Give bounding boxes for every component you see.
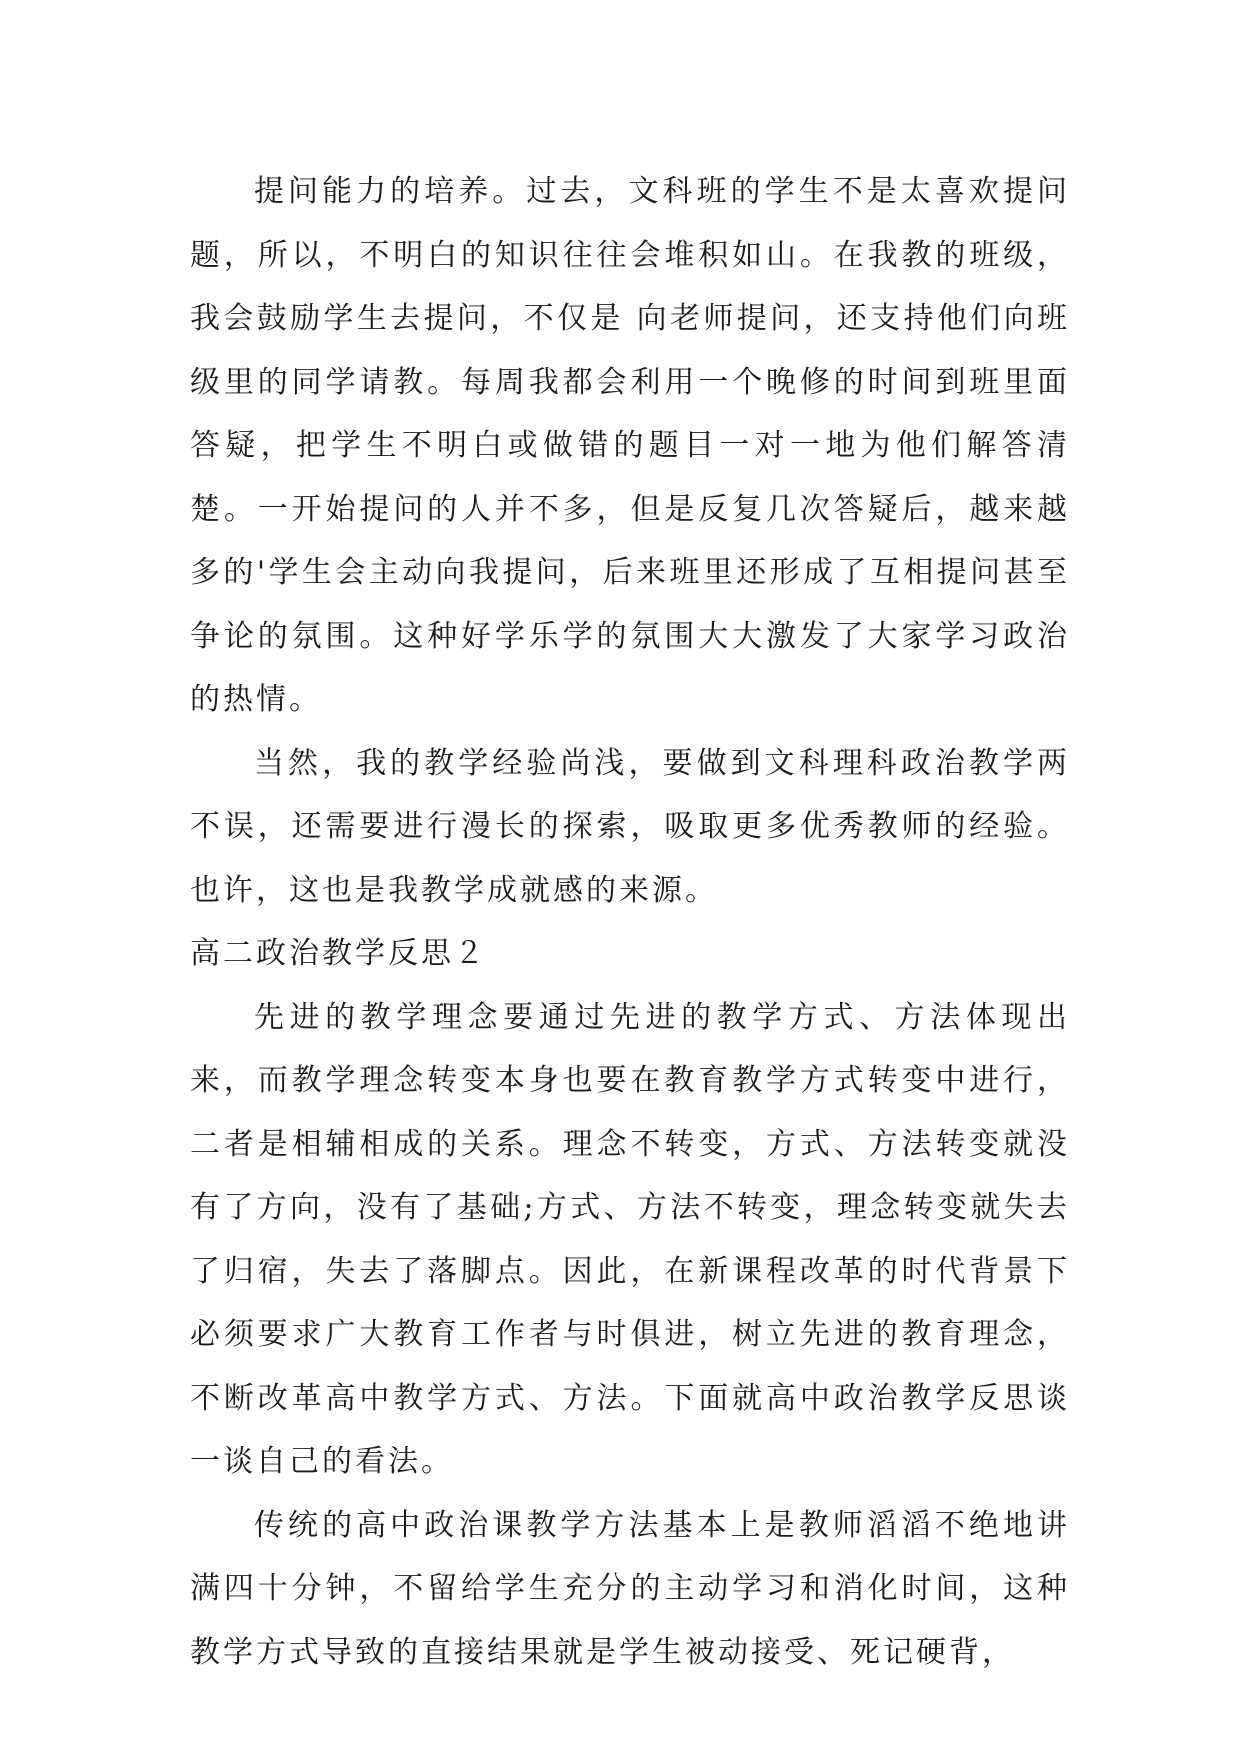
paragraph-questioning-ability: 提问能力的培养。过去，文科班的学生不是太喜欢提问题，所以，不明白的知识往往会堆积如山。在我教的班级，我会鼓励学生去提问，不仅是 向老师提问，还支持他们向班级里的同学请教。每周我都会利用一个晚修的时间到班里面答疑，把学生不明白或做错的题目一对一地为他们解答清楚。一开始提问的人并不多，但是反复几次答疑后，越来越多的'学生会主动向我提问，后来班里还形成了互相提问甚至争论的氛围。这种好学乐学的氛围大大激发了大家学习政治的热情。 xyxy=(190,174,1070,717)
document-body xyxy=(190,160,1070,1684)
paragraph-experience: 当然，我的教学经验尚浅，要做到文科理科政治教学两不误，还需要进行漫长的探索，吸取更多优秀教师的经验。也许，这也是我教学成就感的来源。 xyxy=(190,745,1070,908)
paragraph-teaching-concepts: 先进的教学理念要通过先进的教学方式、方法体现出来，而教学理念转变本身也要在教育教学方式转变中进行，二者是相辅相成的关系。理念不转变，方式、方法转变就没有了方向，没有了基础;方式、方法不转变，理念转变就失去了归宿，失去了落脚点。因此，在新课程改革的时代背景下必须要求广大教育工作者与时俱进，树立先进的教育理念，不断改革高中教学方式、方法。下面就高中政治教学反思谈一谈自己的看法。 xyxy=(190,999,1070,1479)
section-heading: 高二政治教学反思２ xyxy=(190,936,487,971)
paragraph-traditional-methods: 传统的高中政治课教学方法基本上是教师滔滔不绝地讲满四十分钟，不留给学生充分的主动学习和消化时间，这种教学方式导致的直接结果就是学生被动接受、死记硬背， xyxy=(190,1507,1070,1670)
